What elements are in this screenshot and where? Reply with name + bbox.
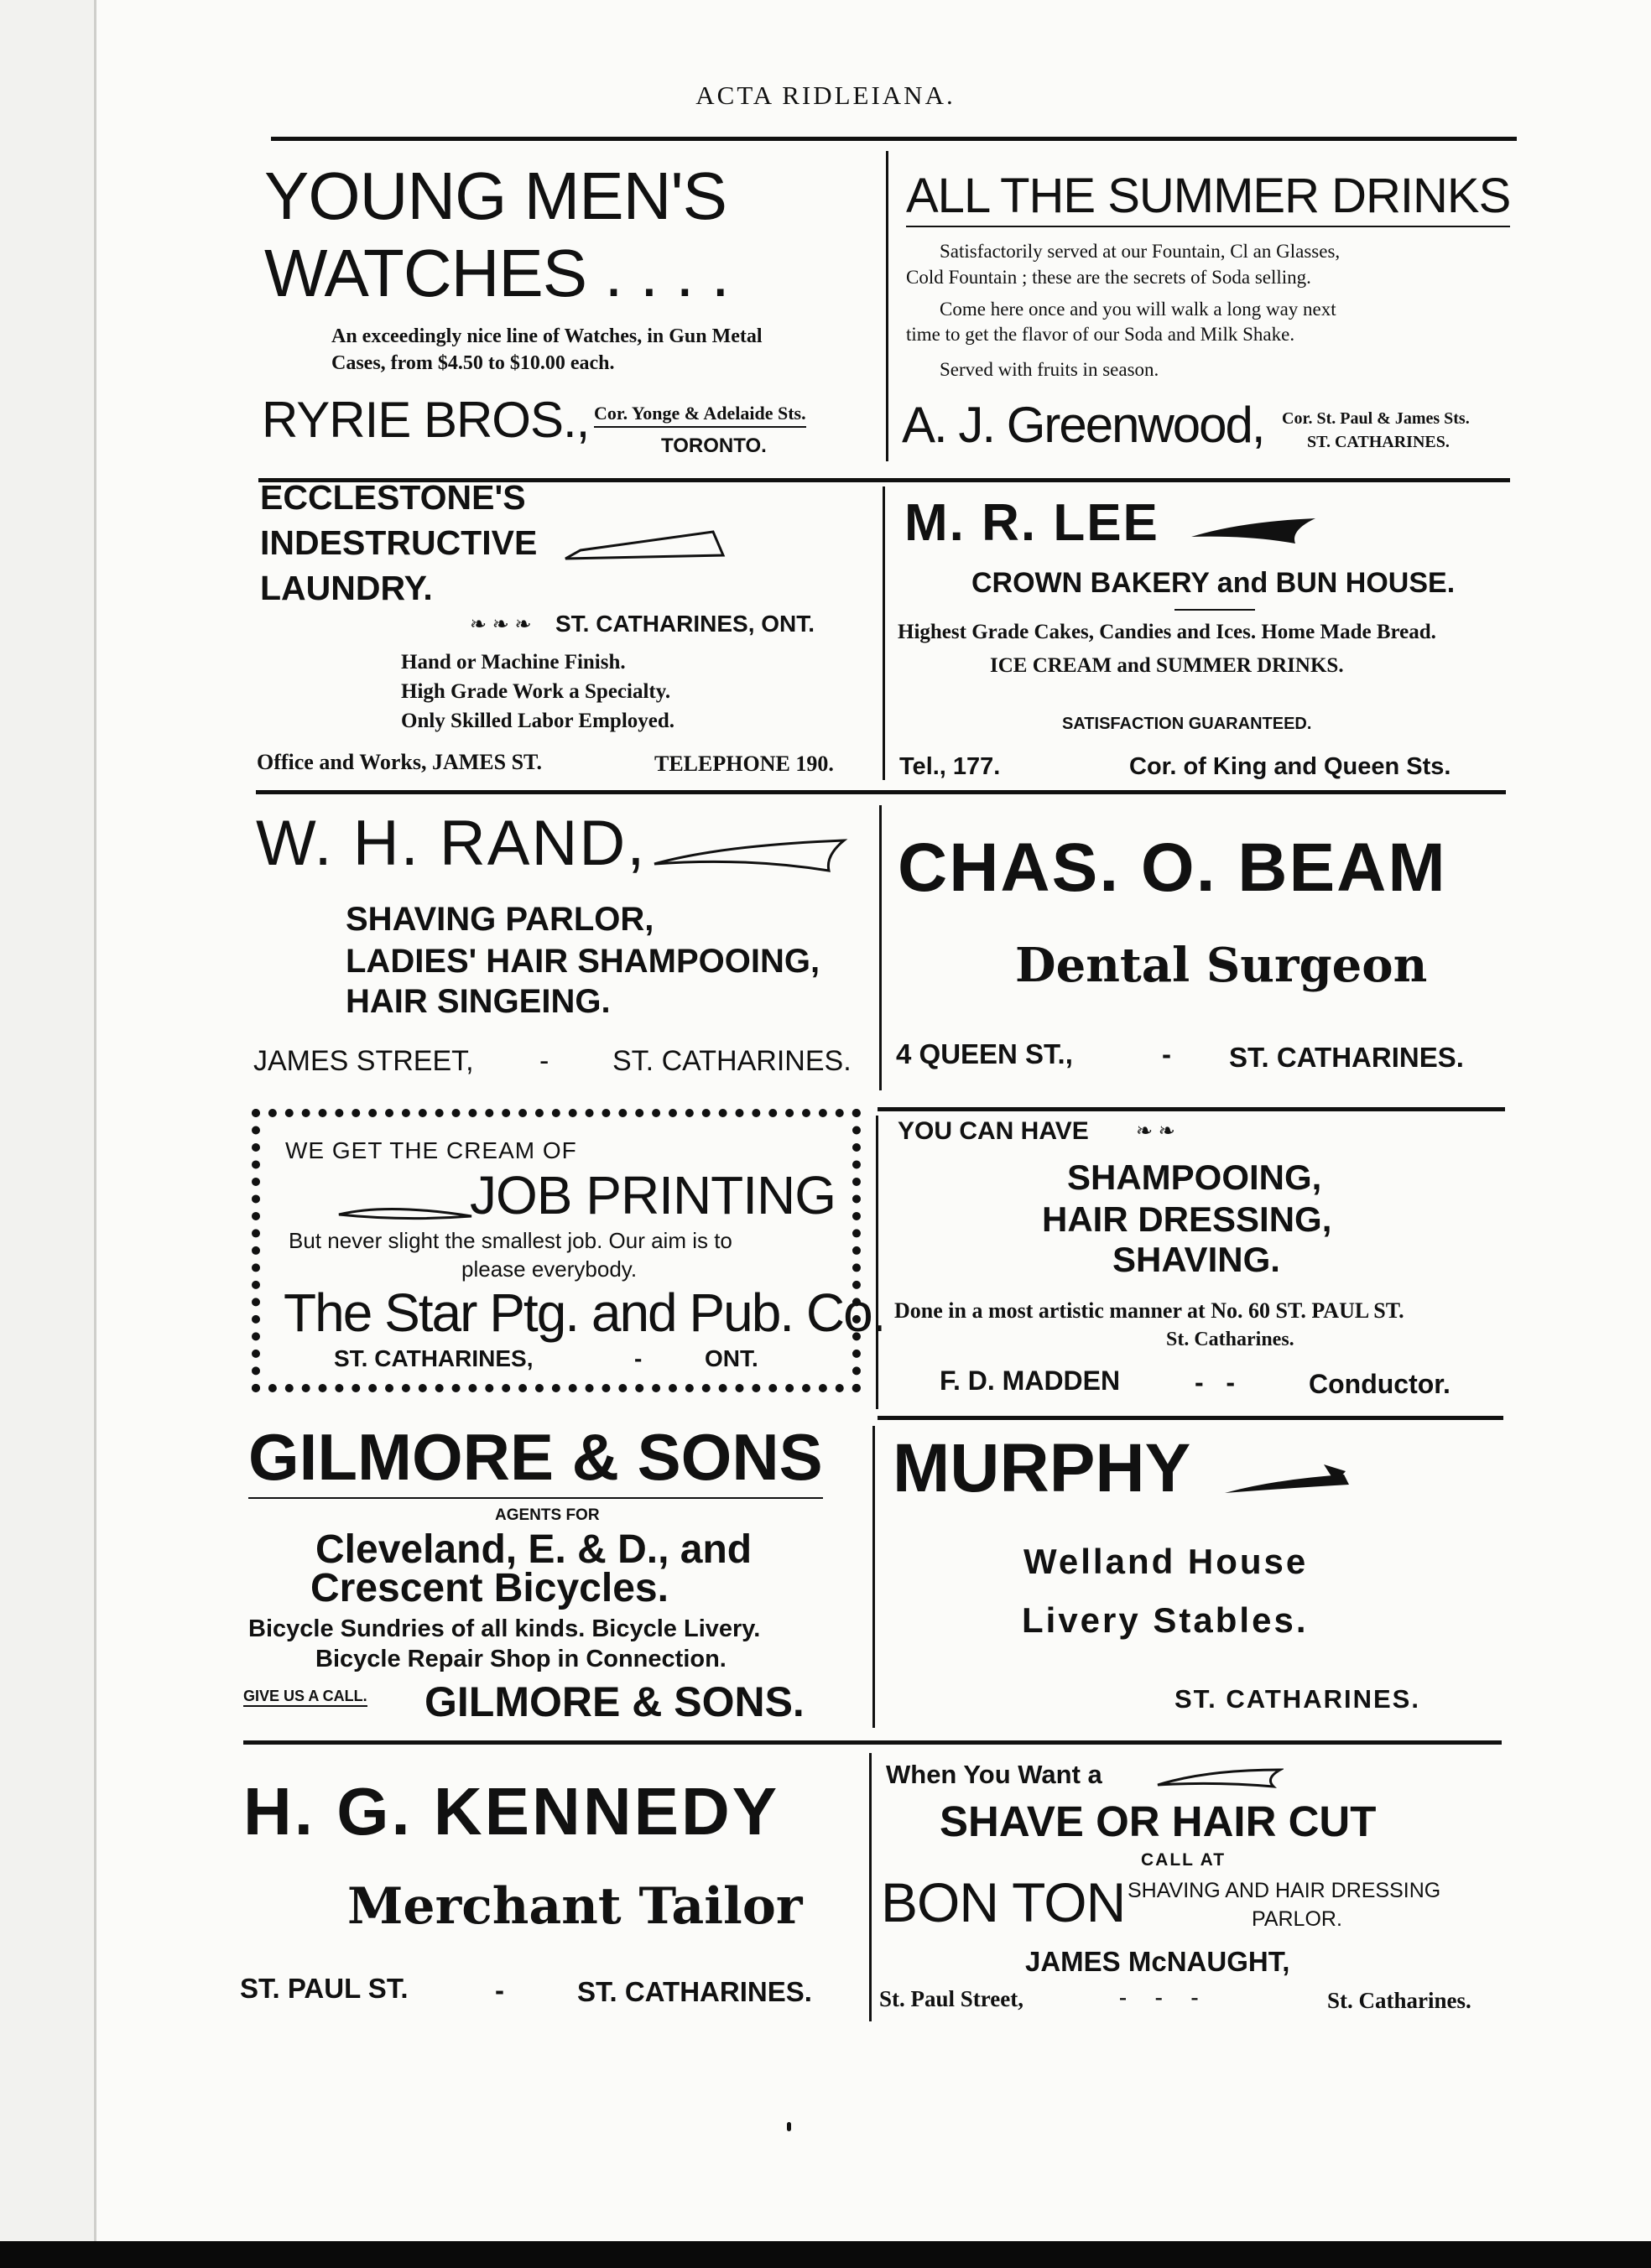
page-gutter <box>0 0 96 2241</box>
column-rule-5 <box>872 1426 875 1728</box>
column-rule-4 <box>876 1116 878 1409</box>
bonton-desc-2: PARLOR. <box>1252 1907 1342 1931</box>
swash-ornament-icon <box>1223 1463 1351 1496</box>
swash-ornament-icon <box>337 1196 475 1226</box>
star-headline: JOB PRINTING <box>470 1165 836 1225</box>
column-rule-6 <box>869 1753 872 2021</box>
page-header: ACTA RIDLEIANA. <box>695 81 956 110</box>
ecclestone-line-2: INDESTRUCTIVE <box>260 523 538 562</box>
rand-service-1: SHAVING PARLOR, <box>346 901 654 938</box>
rand-dash: - <box>539 1045 549 1077</box>
gilmore-line-3: Bicycle Sundries of all kinds. Bicycle Livery. <box>248 1615 761 1642</box>
ecclestone-feature-2: High Grade Work a Specialty. <box>401 680 671 703</box>
rule-row-5 <box>243 1740 1502 1745</box>
rule-row-2 <box>256 790 1506 794</box>
greenwood-city: ST. CATHARINES. <box>1307 433 1450 451</box>
rule-row-4 <box>878 1416 1503 1420</box>
greenwood-line-2: Cold Fountain ; these are the secrets of Soda selling. <box>906 267 1311 288</box>
ecclestone-feature-3: Only Skilled Labor Employed. <box>401 710 675 732</box>
kennedy-name: H. G. KENNEDY <box>243 1774 780 1849</box>
bonton-intro: When You Want a <box>886 1760 1102 1789</box>
lee-tel: Tel., 177. <box>899 753 1001 780</box>
ryrie-city: TORONTO. <box>661 434 767 457</box>
bonton-call: CALL AT <box>1141 1850 1227 1870</box>
beam-street: 4 QUEEN ST., <box>896 1038 1073 1069</box>
kennedy-title: Merchant Tailor <box>347 1877 803 1936</box>
gilmore-line-2: Crescent Bicycles. <box>310 1566 669 1610</box>
kennedy-street: ST. PAUL ST. <box>240 1973 409 2004</box>
madden-role: Conductor. <box>1309 1369 1450 1399</box>
madden-dashes: - - <box>1195 1367 1235 1397</box>
bonton-city: St. Catharines. <box>1327 1988 1471 2013</box>
gilmore-name: GILMORE & SONS <box>248 1419 823 1499</box>
lee-subtitle: CROWN BAKERY and BUN HOUSE. <box>971 567 1456 599</box>
madden-name: F. D. MADDEN <box>940 1365 1121 1396</box>
gilmore-name-2: GILMORE & SONS. <box>424 1678 805 1725</box>
star-line-2: But never slight the smallest job. Our aim is to <box>289 1228 732 1253</box>
greenwood-address: Cor. St. Paul & James Sts. <box>1282 409 1470 428</box>
bonton-name: BON TON <box>881 1871 1126 1933</box>
lee-name: M. R. LEE <box>904 494 1159 552</box>
greenwood-name: A. J. Greenwood, <box>902 397 1264 453</box>
star-line-3: please everybody. <box>461 1256 638 1282</box>
lee-line-1: Highest Grade Cakes, Candies and Ices. Home Made Bread. <box>898 621 1436 643</box>
swash-ornament-icon <box>1156 1766 1284 1792</box>
ecclestone-line-1: ECCLESTONE'S <box>260 478 526 517</box>
gilmore-line-4: Bicycle Repair Shop in Connection. <box>315 1646 727 1672</box>
lee-divider <box>1174 609 1255 611</box>
rand-service-2: LADIES' HAIR SHAMPOOING, <box>346 943 820 980</box>
madden-line-2: St. Catharines. <box>1166 1329 1294 1350</box>
beam-name: CHAS. O. BEAM <box>898 830 1447 906</box>
ryrie-address: Cor. Yonge & Adelaide Sts. <box>594 403 806 428</box>
ecclestone-telephone: TELEPHONE 190. <box>654 752 834 776</box>
beam-city: ST. CATHARINES. <box>1229 1042 1464 1073</box>
ryrie-desc-2: Cases, from $4.50 to $10.00 each. <box>331 352 615 374</box>
beam-title: Dental Surgeon <box>1015 938 1428 993</box>
madden-intro: YOU CAN HAVE <box>898 1117 1089 1145</box>
swash-ornament-icon <box>653 834 851 876</box>
swash-ornament-icon <box>1190 515 1325 549</box>
beam-dash: - <box>1162 1038 1171 1069</box>
star-dash: - <box>634 1345 643 1371</box>
kennedy-dash: - <box>495 1974 504 2005</box>
star-province: ONT. <box>705 1345 758 1371</box>
rule-row-3 <box>878 1107 1505 1111</box>
star-city: ST. CATHARINES, <box>334 1345 534 1371</box>
ryrie-headline-2: WATCHES . . . . <box>264 236 729 310</box>
murphy-line-1: Welland House <box>1023 1542 1309 1581</box>
scan-bottom-edge <box>0 2241 1651 2268</box>
madden-line-1: Done in a most artistic manner at No. 60 ST. PAUL ST. <box>894 1298 1404 1323</box>
ecclestone-line-3: LAUNDRY. <box>260 569 433 607</box>
swash-ornament-icon <box>564 527 735 564</box>
bonton-street: St. Paul Street, <box>879 1986 1023 2011</box>
rand-city: ST. CATHARINES. <box>612 1045 852 1077</box>
madden-service-3: SHAVING. <box>1112 1240 1280 1279</box>
rand-service-3: HAIR SINGEING. <box>346 983 611 1020</box>
rand-street: JAMES STREET, <box>253 1045 474 1077</box>
ecclestone-office: Office and Works, JAMES ST. <box>257 750 542 774</box>
lee-guarantee: SATISFACTION GUARANTEED. <box>1062 715 1312 733</box>
rand-name: W. H. RAND, <box>256 808 647 879</box>
ryrie-headline-1: YOUNG MEN'S <box>264 159 727 233</box>
lee-line-2: ICE CREAM and SUMMER DRINKS. <box>990 654 1344 677</box>
star-name: The Star Ptg. and Pub. Co. <box>284 1282 885 1343</box>
bonton-desc-1: SHAVING AND HAIR DRESSING <box>1128 1879 1441 1902</box>
column-rule-2 <box>883 486 885 780</box>
column-rule-1 <box>886 151 888 461</box>
murphy-name: MURPHY <box>893 1430 1191 1506</box>
murphy-line-2: Livery Stables. <box>1022 1600 1309 1640</box>
gilmore-agents: AGENTS FOR <box>495 1506 600 1524</box>
madden-service-2: HAIR DRESSING, <box>1042 1199 1332 1239</box>
greenwood-line-4: time to get the flavor of our Soda and Milk Shake. <box>906 324 1295 345</box>
kennedy-city: ST. CATHARINES. <box>577 1976 812 2007</box>
bonton-headline: SHAVE OR HAIR CUT <box>940 1797 1377 1845</box>
fleuron-icon: ❧ ❧ ❧ <box>470 613 532 636</box>
gilmore-line-1: Cleveland, E. & D., and <box>315 1527 753 1572</box>
madden-service-1: SHAMPOOING, <box>1067 1157 1322 1197</box>
top-rule <box>271 137 1517 141</box>
ryrie-desc-1: An exceedingly nice line of Watches, in Gun Metal <box>331 325 763 347</box>
ink-speck <box>787 2122 791 2131</box>
column-rule-3 <box>879 805 882 1090</box>
bonton-dashes: - - - <box>1119 1984 1199 2010</box>
ecclestone-feature-1: Hand or Machine Finish. <box>401 651 626 674</box>
fleuron-icon: ❧ ❧ <box>1136 1120 1175 1142</box>
gilmore-call: GIVE US A CALL. <box>243 1688 367 1707</box>
lee-address: Cor. of King and Queen Sts. <box>1129 753 1451 780</box>
bonton-owner: JAMES McNAUGHT, <box>1025 1946 1290 1977</box>
greenwood-headline: ALL THE SUMMER DRINKS <box>906 168 1510 227</box>
ryrie-name: RYRIE BROS., <box>262 392 590 448</box>
greenwood-line-1: Satisfactorily served at our Fountain, Cl an Glasses, <box>940 241 1341 262</box>
ecclestone-location: ST. CATHARINES, ONT. <box>555 611 815 637</box>
greenwood-line-3: Come here once and you will walk a long way next <box>940 299 1336 320</box>
greenwood-line-5: Served with fruits in season. <box>940 359 1159 380</box>
star-line-1: WE GET THE CREAM OF <box>285 1137 577 1163</box>
murphy-city: ST. CATHARINES. <box>1174 1684 1420 1714</box>
